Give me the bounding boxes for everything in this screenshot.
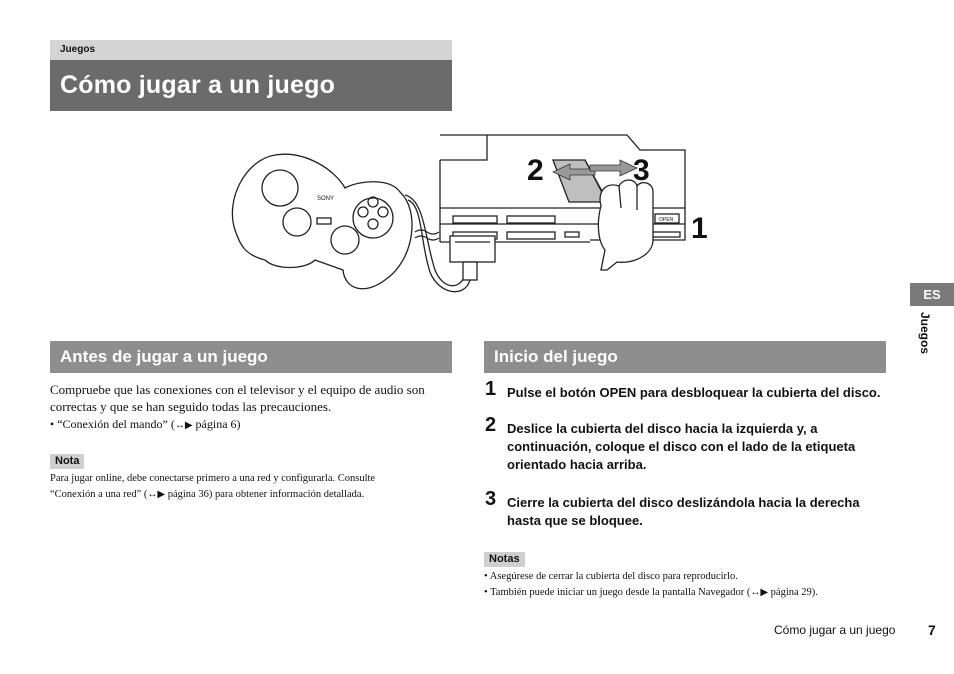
brand-label: SONY <box>317 196 335 202</box>
page-ref-arrow-icon: ↔▶ <box>174 420 193 431</box>
intro-line-2: correctas y que se han seguido todas las precauciones. <box>50 399 332 414</box>
marker-2: 2 <box>527 154 544 187</box>
step-1: 1 Pulse el botón OPEN para desbloquear la cubierta del disco. <box>485 378 881 400</box>
page-number: 7 <box>928 622 936 638</box>
notes-label: Notas <box>484 552 525 567</box>
page-title: Cómo jugar a un juego <box>50 60 452 111</box>
page-ref-arrow-icon: ↔▶ <box>147 489 166 500</box>
intro-line-1: Compruebe que las conexiones con el televisor y el equipo de audio son <box>50 382 425 397</box>
step-number: 2 <box>485 414 497 436</box>
footer-title: Cómo jugar a un juego <box>774 623 896 637</box>
open-label: OPEN <box>659 217 674 223</box>
heading-before-play: Antes de jugar a un juego <box>50 341 452 373</box>
step-number: 3 <box>485 488 497 510</box>
step-3: 3 Cierre la cubierta del disco deslizándola hacia la derecha hasta que se bloquee. <box>485 488 860 528</box>
intro-paragraph <box>50 381 454 415</box>
marker-3: 3 <box>633 154 650 187</box>
notes-list <box>484 569 894 601</box>
step-number: 1 <box>485 378 497 400</box>
step-2: 2 Deslice la cubierta del disco hacia la izquierda y, a continuación, coloque el disco con el lado de la etiqueta orientado hacia arriba. <box>485 414 856 472</box>
heading-start-game: Inicio del juego <box>484 341 886 373</box>
side-section-label: Juegos <box>918 312 932 355</box>
page-ref-arrow-icon: ↔▶ <box>750 587 769 598</box>
illustration-console-controller <box>225 130 715 302</box>
marker-1: 1 <box>691 212 708 245</box>
language-tab: ES <box>910 283 954 306</box>
note-text: Para jugar online, debe conectarse primero a una red y configurarla. Consulte “Conexión a una red” (↔▶ página 36) para obtener información detallada. <box>50 473 376 500</box>
section-tab: Juegos <box>50 40 452 60</box>
note-item-1: • Asegúrese de cerrar la cubierta del disco para reproducirlo. <box>484 571 738 582</box>
note-label: Nota <box>50 454 84 469</box>
arrow-right-icon <box>590 160 637 176</box>
bullet-controller: • “Conexión del mando” (↔▶ página 6) <box>50 417 241 431</box>
note-item-2: • También puede iniciar un juego desde la pantalla Navegador (↔▶ página 29). <box>484 587 818 598</box>
